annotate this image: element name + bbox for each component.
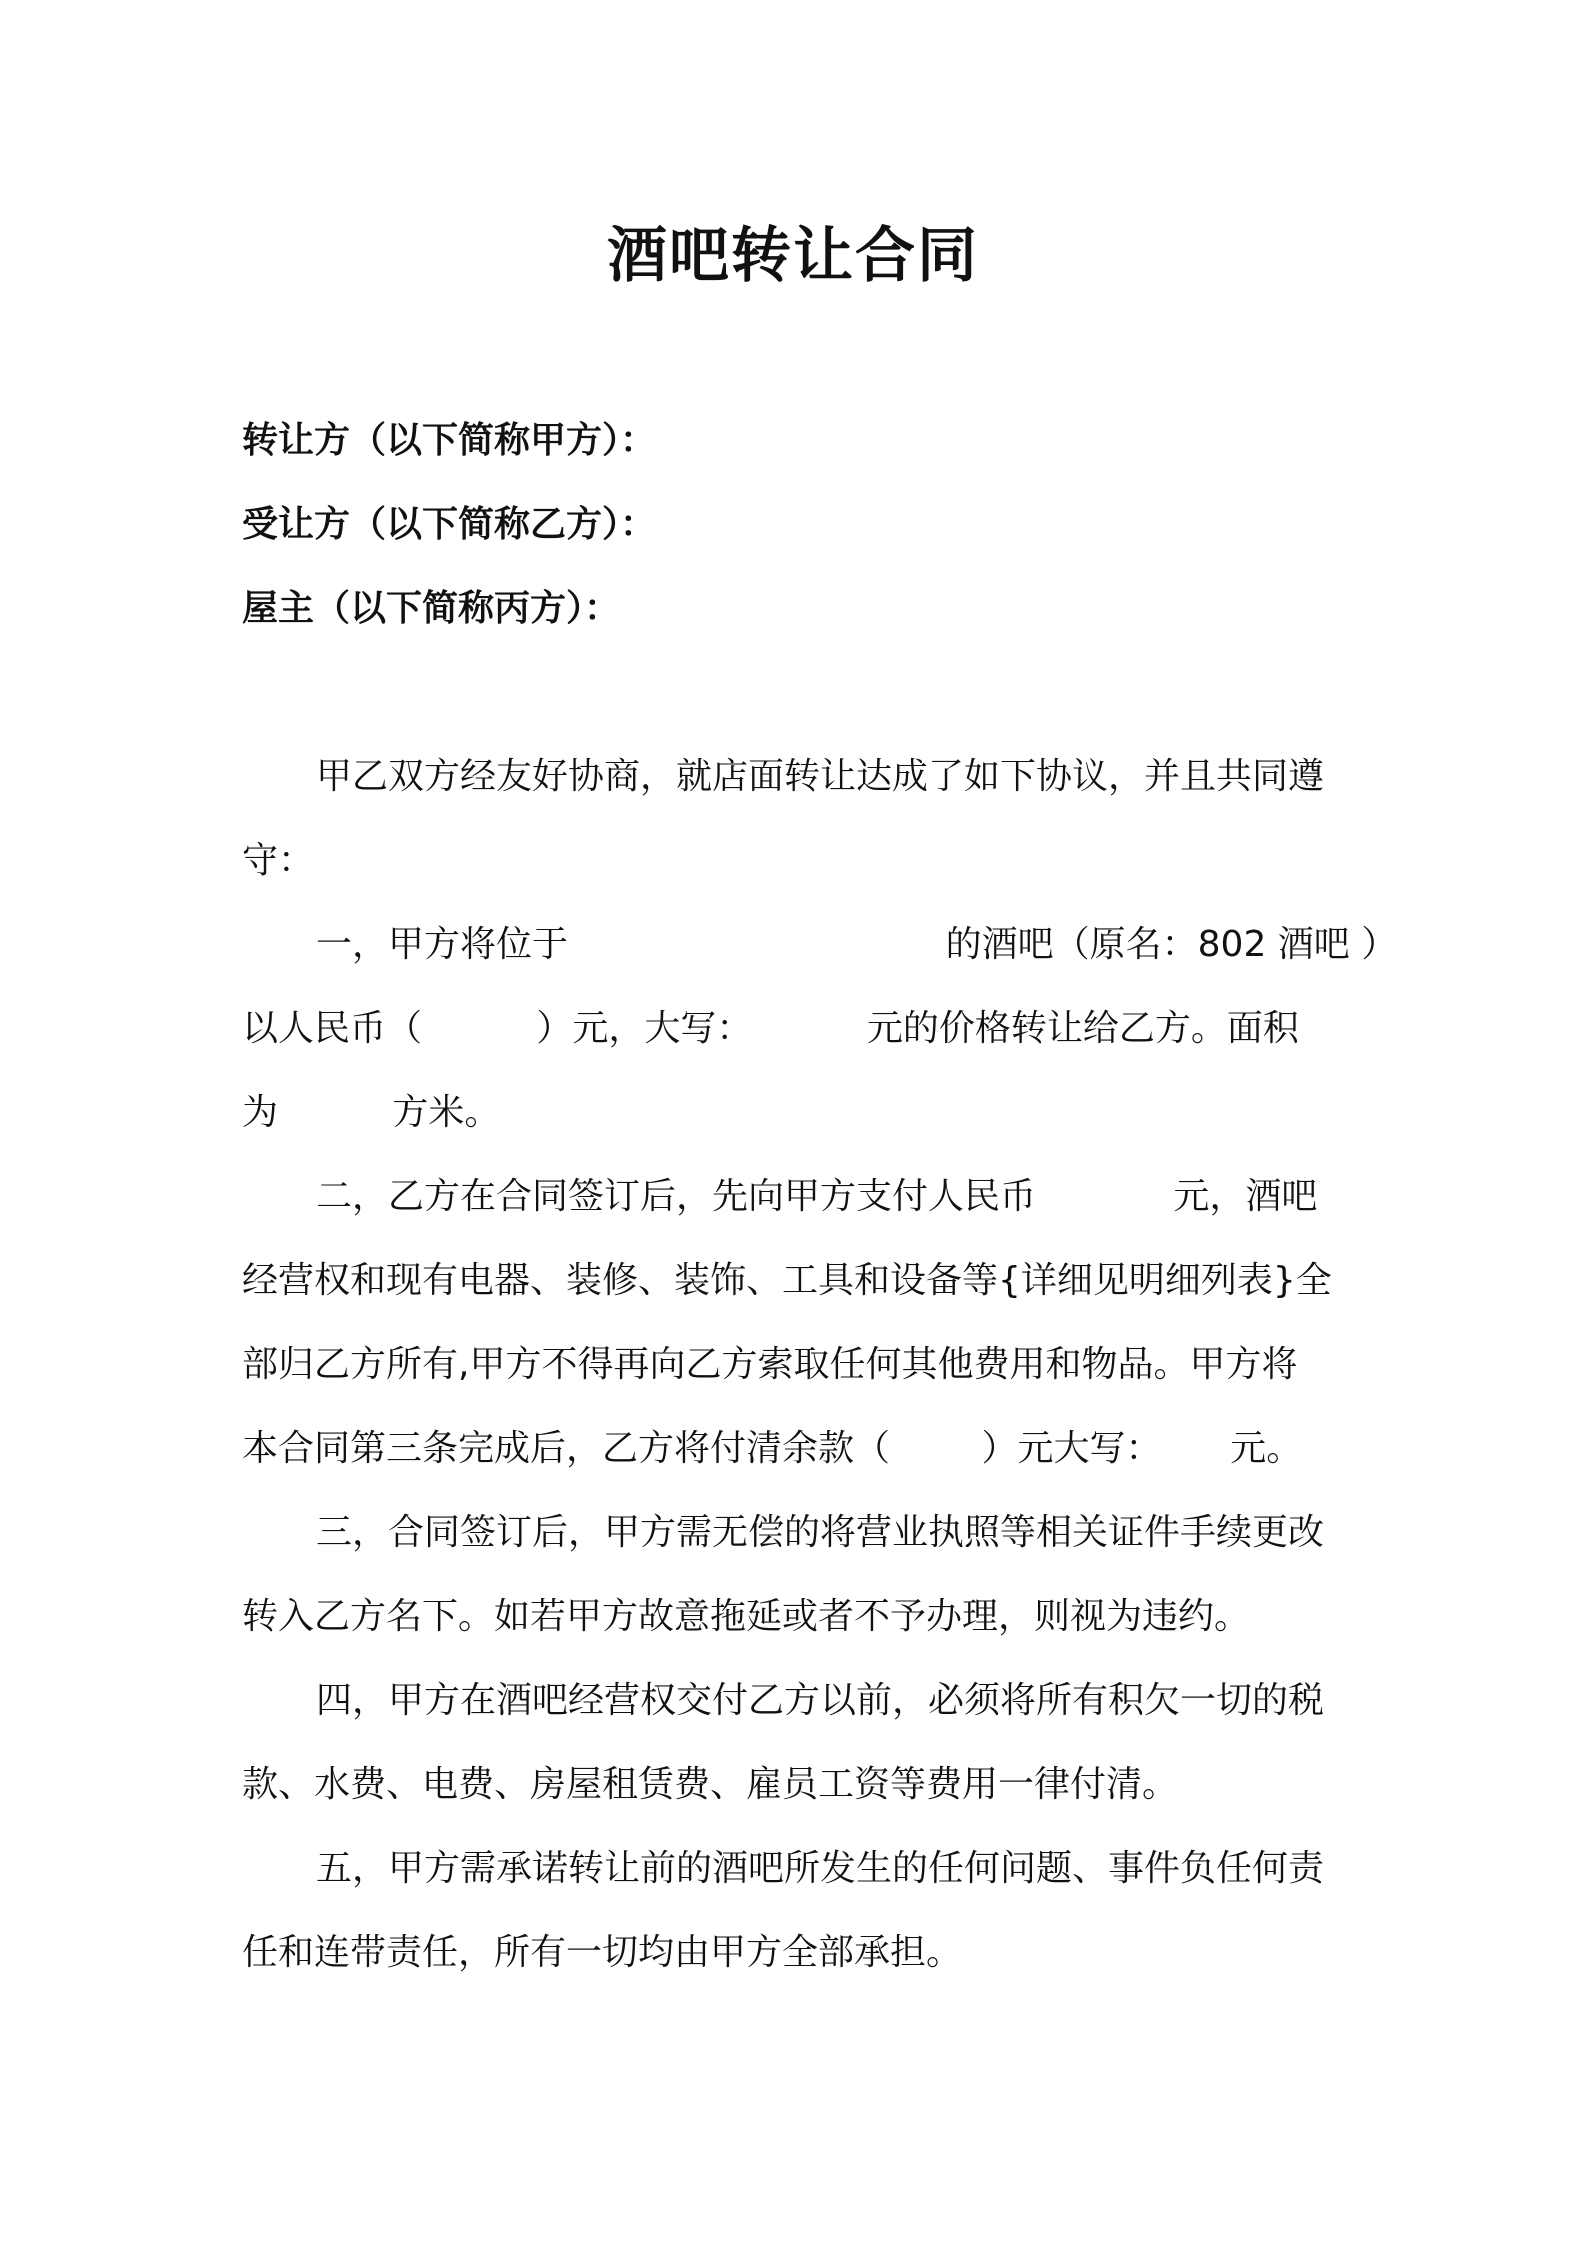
clause-4-line: 款、水费、电费、房屋租赁费、雇员工资等费用一律付清。	[242, 1764, 1179, 1805]
party-transferor: 转让方（以下简称甲方）：	[242, 420, 657, 461]
party-landlord: 屋主（以下简称丙方）：	[242, 588, 621, 629]
clause-1-line: 为 方米。	[242, 1092, 501, 1133]
clause-3-line: 转入乙方名下。如若甲方故意拖延或者不予办理，则视为违约。	[242, 1596, 1251, 1637]
clause-4-line: 四，甲方在酒吧经营权交付乙方以前，必须将所有积欠一切的税	[316, 1680, 1325, 1721]
clause-1-line: 以人民币（ ）元，大写： 元的价格转让给乙方。面积	[242, 1008, 1299, 1049]
preamble-line: 守：	[242, 840, 315, 881]
clause-2-line: 二，乙方在合同签订后，先向甲方支付人民币 元，酒吧	[316, 1176, 1318, 1217]
clause-2-line: 部归乙方所有,甲方不得再向乙方索取任何其他费用和物品。甲方将	[242, 1344, 1298, 1385]
document-title: 酒吧转让合同	[607, 221, 979, 291]
clause-2-line: 经营权和现有电器、装修、装饰、工具和设备等{详细见明细列表}全	[242, 1260, 1332, 1301]
party-transferee: 受让方（以下简称乙方）：	[242, 504, 657, 545]
clause-2-line: 本合同第三条完成后，乙方将付清余款（ ）元大写： 元。	[242, 1428, 1303, 1469]
preamble-line: 甲乙双方经友好协商，就店面转让达成了如下协议，并且共同遵	[316, 756, 1325, 797]
clause-5-line: 五，甲方需承诺转让前的酒吧所发生的任何问题、事件负任何责	[316, 1848, 1325, 1889]
clause-5-line: 任和连带责任，所有一切均由甲方全部承担。	[242, 1932, 963, 1973]
clause-3-line: 三，合同签订后，甲方需无偿的将营业执照等相关证件手续更改	[316, 1512, 1325, 1553]
clause-1-line: 一，甲方将位于 的酒吧（原名：802 酒吧 ）	[316, 924, 1398, 965]
